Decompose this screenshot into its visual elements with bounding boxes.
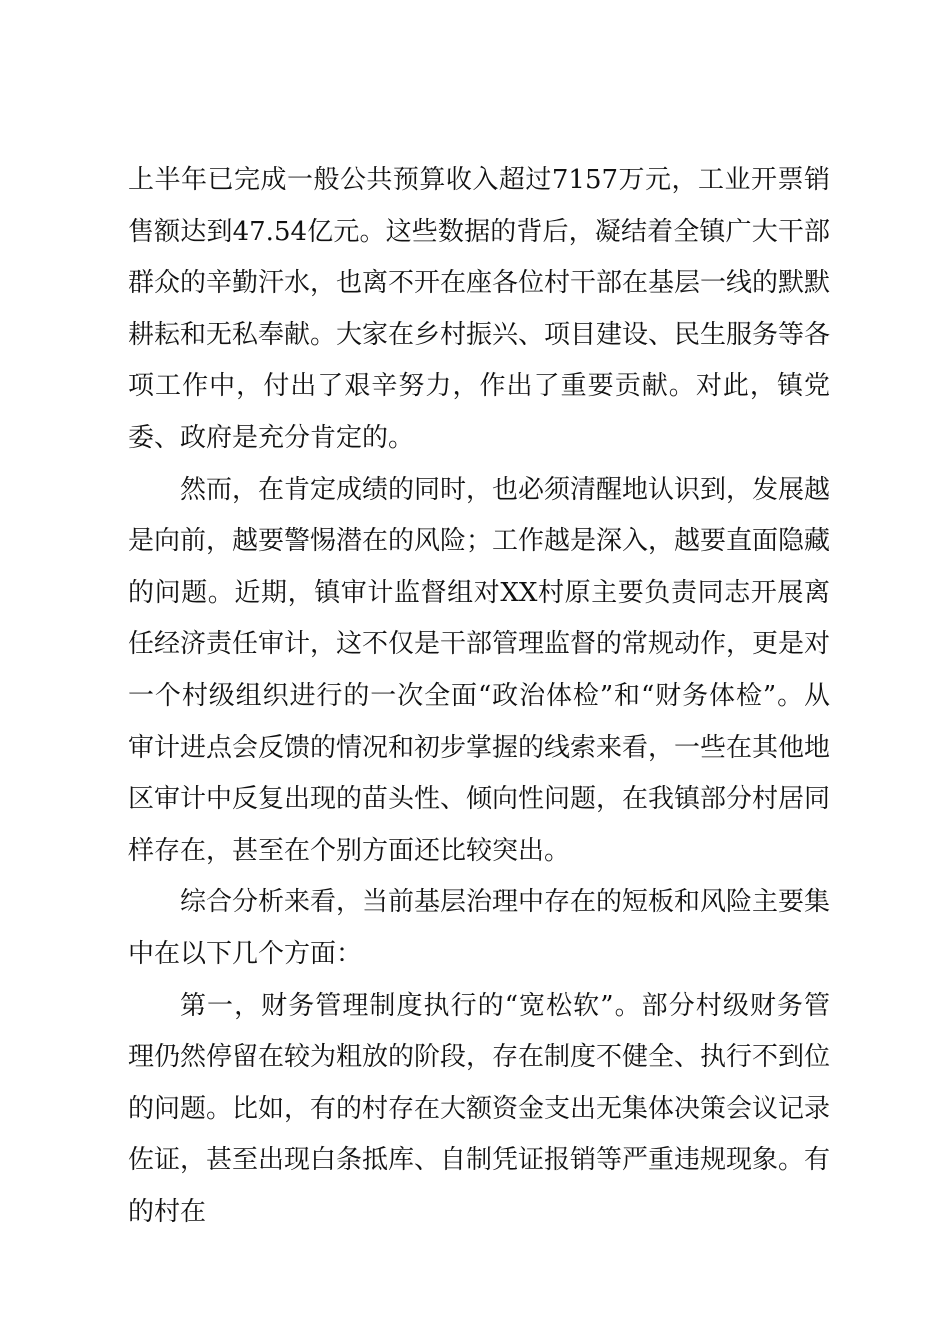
paragraph-2: 然而，在肯定成绩的同时，也必须清醒地认识到，发展越是向前，越要警惕潜在的风险；工作越是深入，越要直面隐藏的问题。近期，镇审计监督组对XX村原主要负责同志开展离任经济责任审计，这不仅是干部管理监督的常规动作，更是对一个村级组织进行的一次全面“政治体检”和“财务体检”。从审计进点会反馈的情况和初步掌握的线索来看，一些在其他地区审计中反复出现的苗头性、倾向性问题，在我镇部分村居同样存在，甚至在个别方面还比较突出。 xyxy=(128,474,831,866)
paragraph-1: 上半年已完成一般公共预算收入超过7157万元，工业开票销售额达到47.54亿元。这些数据的背后，凝结着全镇广大干部群众的辛勤汗水，也离不开在座各位村干部在基层一线的默默耕耘和无私奉献。大家在乡村振兴、项目建设、民生服务等各项工作中，付出了艰辛努力，作出了重要贡献。对此，镇党委、政府是充分肯定的。 xyxy=(128,165,831,453)
paragraph-4: 第一，财务管理制度执行的“宽松软”。部分村级财务管理仍然停留在较为粗放的阶段，存在制度不健全、执行不到位的问题。比如，有的村存在大额资金支出无集体决策会议记录佐证，甚至出现白条抵库、自制凭证报销等严重违规现象。有的村在 xyxy=(128,990,831,1227)
paragraph-3: 综合分析来看，当前基层治理中存在的短板和风险主要集中在以下几个方面： xyxy=(128,887,831,969)
document-body xyxy=(128,155,830,1238)
